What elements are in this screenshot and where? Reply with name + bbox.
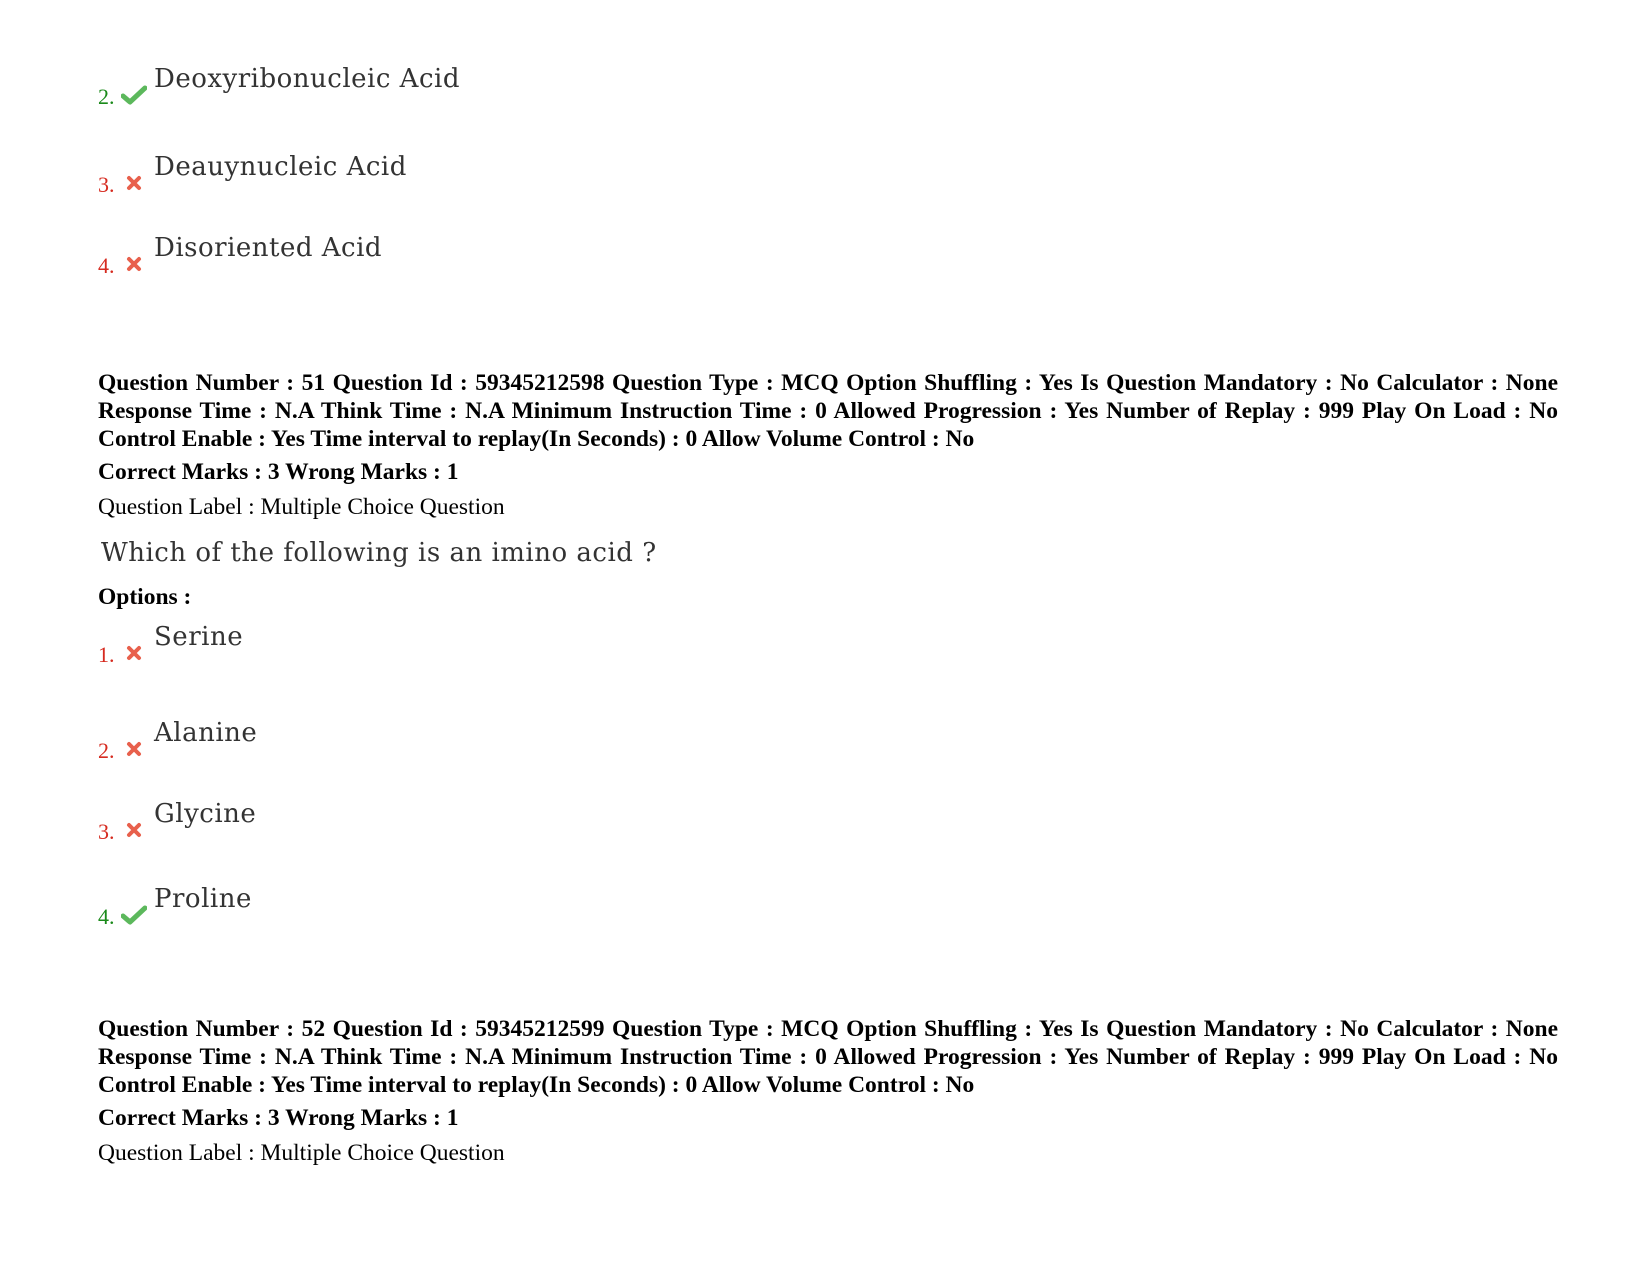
check-icon xyxy=(120,904,148,926)
question-marks: Correct Marks : 3 Wrong Marks : 1 xyxy=(98,459,459,485)
question-metadata: Question Number : 51 Question Id : 59345212598 Question Type : MCQ Option Shuffling : Yes Is Question Mandatory : No Calculator : None Response Time : N.A Think Time : N.A Minimum Instruction Time : 0 Allowed Progression : Yes Number of Replay : 999 Play On Load : No Control Enable : Yes Time interval to replay(In Seconds) : 0 Allow Volume Control : No xyxy=(98,370,1558,452)
option-text: Disoriented Acid xyxy=(154,233,383,263)
check-icon xyxy=(120,84,148,106)
option-number: 4. xyxy=(98,904,115,929)
question-metadata: Question Number : 52 Question Id : 59345212599 Question Type : MCQ Option Shuffling : Yes Is Question Mandatory : No Calculator : None Response Time : N.A Think Time : N.A Minimum Instruction Time : 0 Allowed Progression : Yes Number of Replay : 999 Play On Load : No Control Enable : Yes Time interval to replay(In Seconds) : 0 Allow Volume Control : No xyxy=(98,1016,1558,1098)
option-item xyxy=(98,152,407,197)
cross-icon xyxy=(120,819,148,841)
option-number: 3. xyxy=(98,172,115,197)
question-text: Which of the following is an imino acid ? xyxy=(101,538,657,568)
option-text: Glycine xyxy=(154,799,257,829)
option-text: Serine xyxy=(154,622,244,652)
cross-icon xyxy=(120,738,148,760)
option-number: 2. xyxy=(98,738,115,763)
option-text: Alanine xyxy=(154,718,258,748)
question-marks: Correct Marks : 3 Wrong Marks : 1 xyxy=(98,1105,459,1131)
options-heading: Options : xyxy=(98,584,192,610)
option-item xyxy=(98,718,258,763)
cross-icon xyxy=(120,253,148,275)
option-number: 2. xyxy=(98,84,115,109)
option-item xyxy=(98,622,244,667)
option-number: 1. xyxy=(98,642,115,667)
option-text: Proline xyxy=(154,884,252,914)
option-text: Deoxyribonucleic Acid xyxy=(154,64,460,94)
option-item xyxy=(98,884,252,929)
option-number: 4. xyxy=(98,253,115,278)
option-item xyxy=(98,64,460,109)
option-item xyxy=(98,799,257,844)
question-label: Question Label : Multiple Choice Question xyxy=(98,1140,505,1166)
cross-icon xyxy=(120,642,148,664)
option-number: 3. xyxy=(98,819,115,844)
cross-icon xyxy=(120,172,148,194)
option-item xyxy=(98,233,383,278)
question-label: Question Label : Multiple Choice Question xyxy=(98,494,505,520)
option-text: Deauynucleic Acid xyxy=(154,152,407,182)
